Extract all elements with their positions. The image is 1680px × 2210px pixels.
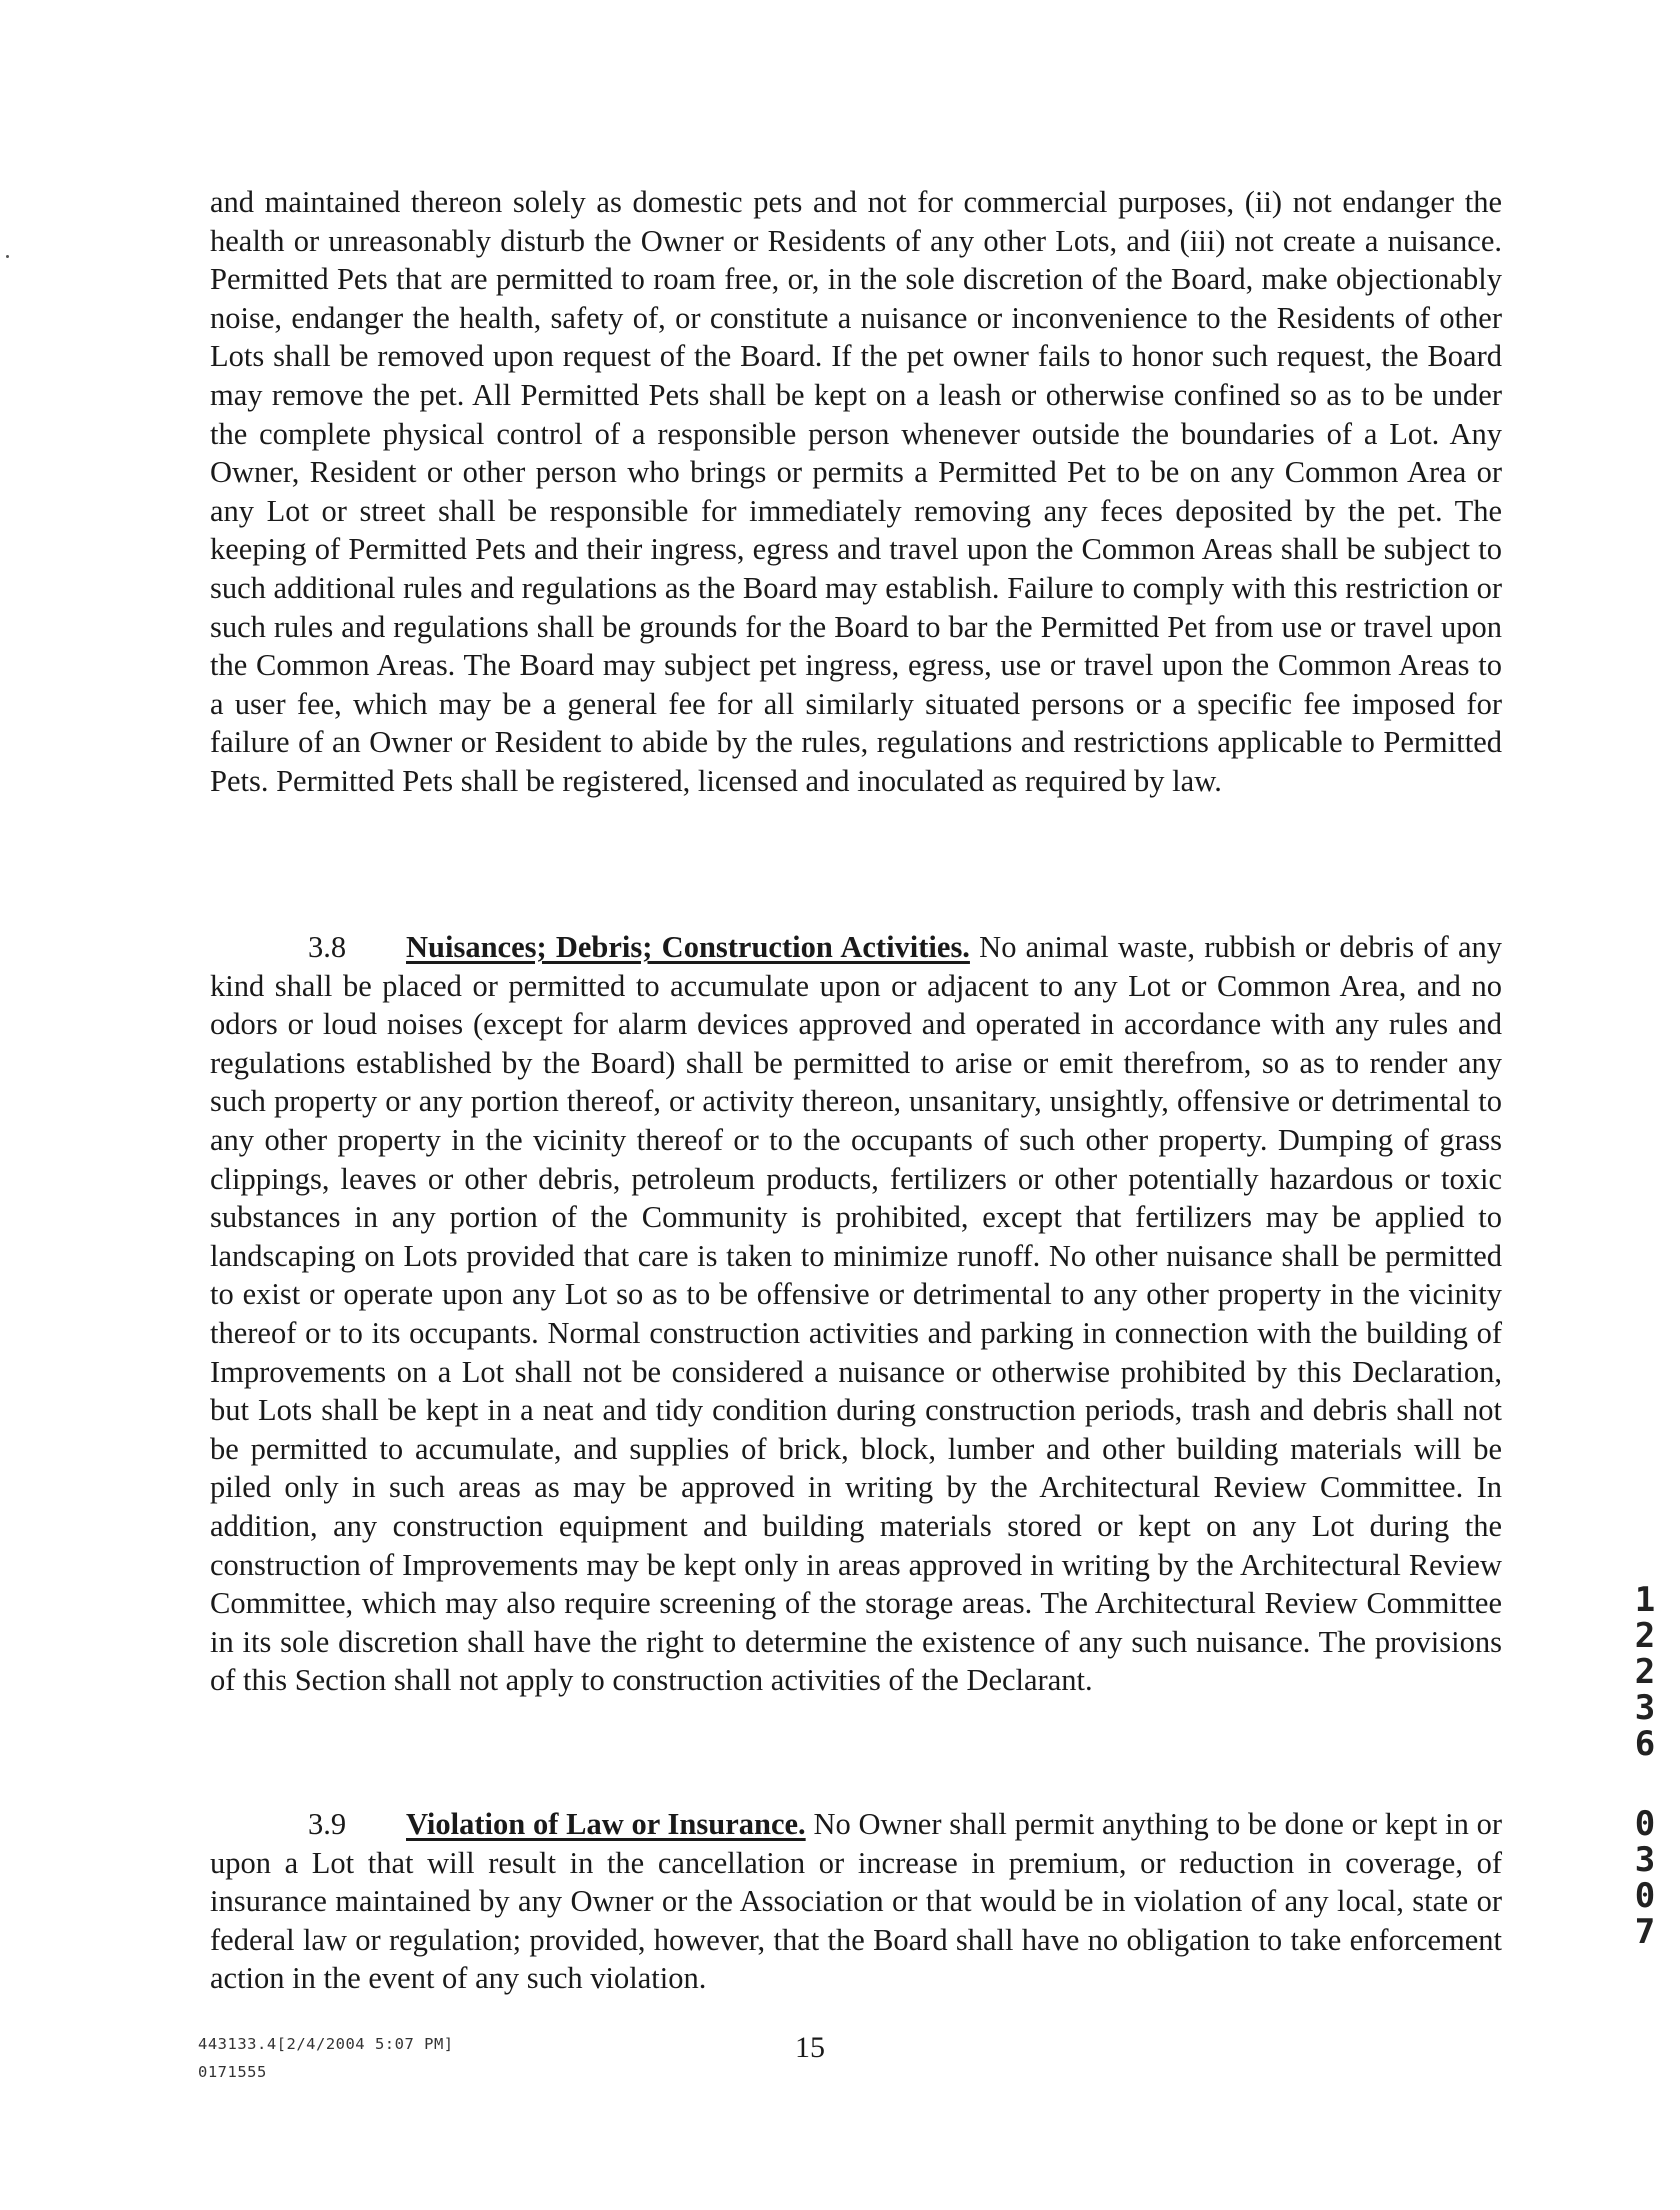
doc-ref-line-2: 0171555 [198, 2063, 267, 2081]
continuation-paragraph [210, 183, 1502, 801]
doc-ref-line-1: 443133.4[2/4/2004 5:07 PM] [198, 2035, 454, 2053]
section-number: 3.9 [308, 1807, 347, 1841]
section-text: No Owner shall permit anything to be done or kept in or upon a Lot that will result in the cancellation or increase in premium, or reduction in coverage, of insurance maintained by any Owner or the Association or that would be in violation of any local, state or federal law or regulation; provided, however, that the Board shall have no obligation to take enforcement action in the event of any such violation. [210, 1807, 1503, 1996]
section-3-9 [210, 1805, 1502, 1998]
recording-stamp-number: 1 2 2 3 6 0 3 0 7 [1634, 1580, 1656, 1952]
section-3-8 [210, 928, 1502, 1700]
section-number: 3.8 [308, 930, 347, 964]
section-title: Nuisances; Debris; Construction Activities. [406, 930, 970, 964]
document-reference [198, 2030, 454, 2086]
paragraph-text: and maintained thereon solely as domestic pets and not for commercial purposes, (ii) not endanger the health or unreasonably disturb the Owner or Residents of any other Lots, and (iii) not create a nuisance. Permitted Pets that are permitted to roam free, or, in the sole discretion of the Board, make objectionably noise, endanger the health, safety of, or constitute a nuisance or inconvenience to the Residents of other Lots shall be removed upon request of the Board. If the pet owner fails to honor such request, the Board may remove the pet. All Permitted Pets shall be kept on a leash or otherwise confined so as to be under the complete physical control of a responsible person whenever outside the boundaries of a Lot. Any Owner, Resident or other person who brings or permits a Permitted Pet to be on any Common Area or any Lot or street shall be responsible for immediately removing any feces deposited by the pet. The keeping of Permitted Pets and their ingress, egress and travel upon the Common Areas shall be subject to such additional rules and regulations as the Board may establish. Failure to comply with this restriction or such rules and regulations shall be grounds for the Board to bar the Permitted Pet from use or travel upon the Common Areas. The Board may subject pet ingress, egress, use or travel upon the Common Areas to a user fee, which may be a general fee for all similarly situated persons or a specific fee imposed for failure of an Owner or Resident to abide by the rules, regulations and restrictions applicable to Permitted Pets. Permitted Pets shall be registered, licensed and inoculated as required by law. [210, 185, 1502, 798]
scan-speck [6, 255, 9, 258]
section-text: No animal waste, rubbish or debris of any kind shall be placed or permitted to accumulate upon or adjacent to any Lot or Common Area, and no odors or loud noises (except for alarm devices approved and operated in accordance with any rules and regulations established by the Board) shall be permitted to arise or emit therefrom, so as to render any such property or any portion thereof, or activity thereon, unsanitary, unsightly, offensive or detrimental to any other property in the vicinity thereof or to the occupants of such other property. Dumping of grass clippings, leaves or other debris, petroleum products, fertilizers or other potentially hazardous or toxic substances in any portion of the Community is prohibited, except that fertilizers may be applied to landscaping on Lots provided that care is taken to minimize runoff. No other nuisance shall be permitted to exist or operate upon any Lot so as to be offensive or detrimental to any other property in the vicinity thereof or to its occupants. Normal construction activities and parking in connection with the building of Improvements on a Lot shall not be considered a nuisance or otherwise prohibited by this Declaration, but Lots shall be kept in a neat and tidy condition during construction periods, trash and debris shall not be permitted to accumulate, and supplies of brick, block, lumber and other building materials will be piled only in such areas as may be approved in writing by the Architectural Review Committee. In addition, any construction equipment and building materials stored or kept on any Lot during the construction of Improvements may be kept only in areas approved in writing by the Architectural Review Committee, which may also require screening of the storage areas. The Architectural Review Committee in its sole discretion shall have the right to determine the existence of any such nuisance. The provisions of this Section shall not apply to construction activities of the Declarant. [210, 930, 1502, 1698]
section-title: Violation of Law or Insurance. [406, 1807, 806, 1841]
page-number: 15 [795, 2031, 825, 2064]
